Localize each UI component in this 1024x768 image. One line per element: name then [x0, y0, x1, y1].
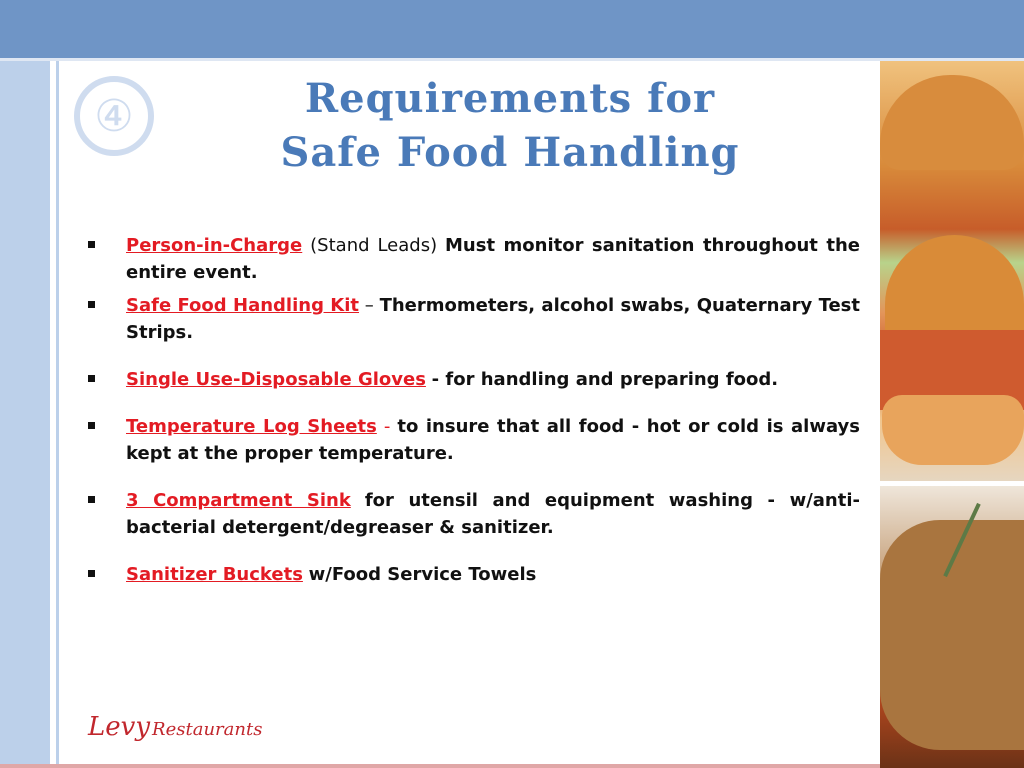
- item-note: [351, 490, 365, 511]
- header-band: [0, 0, 1024, 58]
- list-item: [88, 292, 860, 346]
- item-note: (Stand Leads): [302, 235, 446, 256]
- item-text: for utensil and equipment washing - w/anti-bacterial detergent/degreaser & sanitizer.: [126, 490, 860, 538]
- requirements-list: [88, 232, 860, 588]
- item-text: - for handling and preparing food.: [431, 369, 779, 390]
- bullet-square-icon: [88, 570, 95, 577]
- bullet-square-icon: [88, 375, 95, 382]
- item-text: Thermometers, alcohol swabs, Quaternary Test Strips.: [126, 295, 860, 343]
- item-text: Must monitor sanitation throughout the entire event.: [126, 235, 860, 283]
- term-compartment-sink: 3 Compartment Sink: [126, 490, 351, 511]
- slide-title: [200, 72, 820, 180]
- header-rule: [0, 58, 1024, 61]
- list-item: [88, 561, 860, 588]
- item-note: –: [359, 295, 380, 316]
- left-accent-line: [56, 61, 59, 768]
- bullet-square-icon: [88, 422, 95, 429]
- bullet-square-icon: [88, 496, 95, 503]
- term-sanitizer-buckets: Sanitizer Buckets: [126, 564, 303, 585]
- term-person-in-charge: Person-in-Charge: [126, 235, 303, 256]
- title-line-2: Safe Food Handling: [280, 129, 740, 176]
- slide-number-badge: [74, 76, 154, 156]
- item-text: to insure that all food - hot or cold is always kept at the proper temperature.: [126, 416, 860, 464]
- title-line-1: Requirements for: [304, 75, 716, 122]
- list-item: [88, 366, 860, 393]
- item-text: w/Food Service Towels: [308, 564, 537, 585]
- logo-word-levy: Levy: [88, 712, 151, 742]
- bun-bottom-shape: [882, 395, 1024, 465]
- term-gloves: Single Use-Disposable Gloves: [126, 369, 426, 390]
- term-safe-food-kit: Safe Food Handling Kit: [126, 295, 360, 316]
- slide-number: ④: [94, 91, 134, 141]
- bottom-rule: [0, 764, 880, 768]
- list-item: [88, 232, 860, 286]
- left-accent-column: [0, 61, 50, 768]
- term-dash: -: [376, 416, 391, 437]
- logo-word-restaurants: Restaurants: [152, 719, 263, 740]
- list-item: [88, 413, 860, 467]
- bullet-square-icon: [88, 241, 95, 248]
- term-temperature-log: Temperature Log Sheets: [126, 416, 377, 437]
- list-item: [88, 487, 860, 541]
- bullet-square-icon: [88, 301, 95, 308]
- levy-restaurants-logo: [88, 712, 262, 742]
